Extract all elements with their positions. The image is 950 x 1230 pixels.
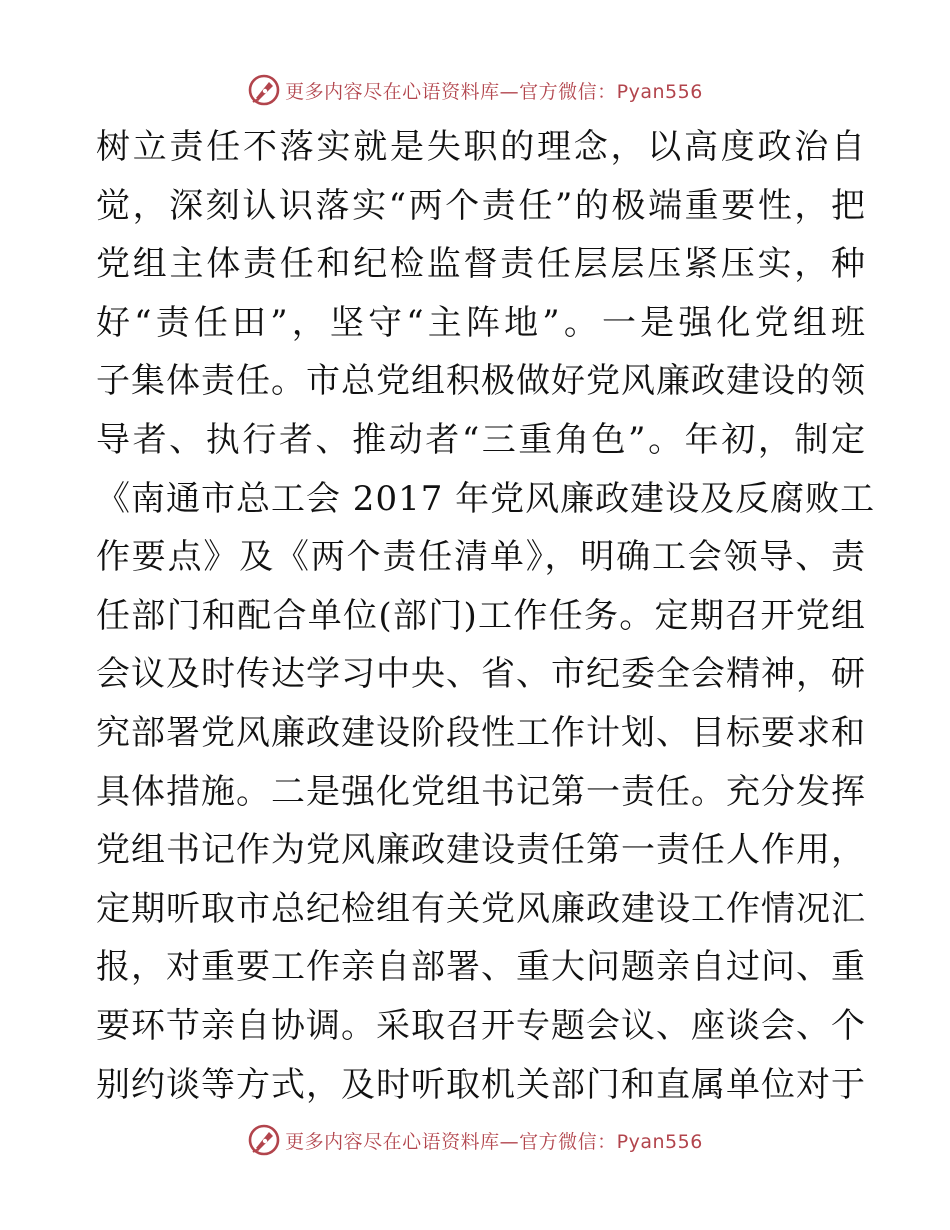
text-line: 定期听取市总纪检组有关党风廉政建设工作情况汇: [96, 888, 866, 929]
text-line: 具体措施。二是强化党组书记第一责任。充分发挥: [96, 771, 866, 812]
text-line: 子集体责任。市总党组积极做好党风廉政建设的领: [96, 361, 866, 402]
text-line: 要环节亲自协调。采取召开专题会议、座谈会、个: [96, 1005, 866, 1046]
text-line: 任部门和配合单位(部门)工作任务。定期召开党组: [96, 595, 866, 636]
text-line: 导者、执行者、推动者“三重角色”。年初，制定: [96, 419, 866, 460]
pen-nib-circle-icon: [247, 1123, 281, 1157]
text-line: 会议及时传达学习中央、省、市纪委全会精神，研: [96, 654, 866, 695]
pen-nib-circle-icon: [247, 73, 281, 107]
text-line: 好“责任田”，坚守“主阵地”。一是强化党组班: [96, 302, 866, 343]
text-line: 别约谈等方式，及时听取机关部门和直属单位对于: [96, 1064, 866, 1105]
watermark-text: 更多内容尽在心语资料库—官方微信：Pyan556: [285, 1130, 703, 1153]
text-line: 究部署党风廉政建设阶段性工作计划、目标要求和: [96, 712, 866, 753]
watermark-text: 更多内容尽在心语资料库—官方微信：Pyan556: [285, 80, 703, 103]
text-line: 报，对重要工作亲自部署、重大问题亲自过问、重: [96, 947, 866, 988]
text-line: 树立责任不落实就是失职的理念，以高度政治自: [96, 127, 866, 167]
footer-watermark-banner: [0, 1120, 950, 1160]
text-line: 觉，深刻认识落实“两个责任”的极端重要性，把: [96, 185, 866, 226]
document-body: [96, 118, 876, 1114]
text-line: 《南通市总工会 2017 年党风廉政建设及反腐败工: [96, 478, 876, 519]
text-line: 党组书记作为党风廉政建设责任第一责任人作用，: [96, 830, 866, 871]
header-watermark-banner: [0, 70, 950, 110]
text-line: 作要点》及《两个责任清单》，明确工会领导、责: [96, 537, 866, 578]
text-line: 党组主体责任和纪检监督责任层层压紧压实，种: [96, 244, 866, 285]
